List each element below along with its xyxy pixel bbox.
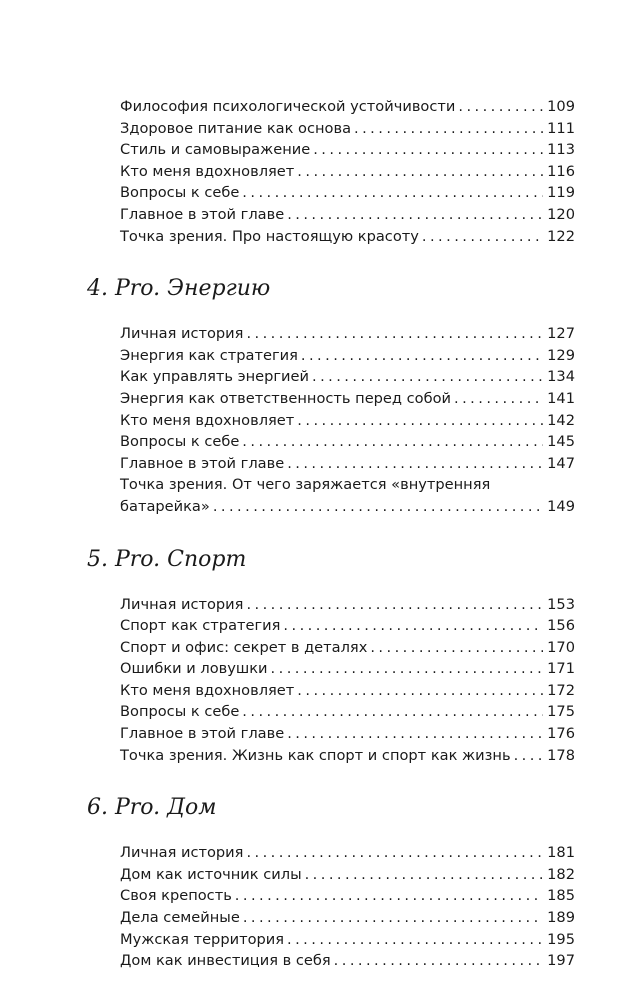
toc-entry-title: Вопросы к себе xyxy=(120,433,240,451)
toc-entry-line2 xyxy=(120,496,575,518)
leader-dots xyxy=(514,745,544,767)
toc-entry-page: 111 xyxy=(547,119,575,137)
toc-entry-title: Здоровое питание как основа xyxy=(120,119,352,137)
toc-entry-title: Мужская территория xyxy=(120,930,285,948)
toc-entry-title: Дом как инвестиция в себя xyxy=(120,952,331,970)
toc-entry[interactable] xyxy=(120,929,575,951)
toc-entry[interactable] xyxy=(120,474,575,517)
toc-section-chapter-5 xyxy=(120,594,575,767)
leader-dots xyxy=(235,885,543,907)
toc-entry-page: 189 xyxy=(547,909,575,927)
toc-entry[interactable] xyxy=(120,431,575,453)
leader-dots xyxy=(312,366,543,388)
leader-dots xyxy=(213,496,543,518)
toc-entry[interactable] xyxy=(120,323,575,345)
toc-entry-title: Точка зрения. Жизнь как спорт и спорт как жизнь xyxy=(120,746,511,764)
toc-entry-title: Дела семейные xyxy=(120,909,240,927)
toc-entry-title: Кто меня вдохновляет xyxy=(120,681,295,699)
toc-entry-title: Дом как источник силы xyxy=(120,865,302,883)
toc-entry-title: Энергия как ответственность перед собой xyxy=(120,389,452,407)
chapter-heading[interactable]: 4. Pro. Энергию xyxy=(87,276,271,302)
toc-entry-title: Ошибки и ловушки xyxy=(120,660,268,678)
chapter-heading[interactable]: 6. Pro. Дом xyxy=(87,795,217,821)
leader-dots xyxy=(301,345,543,367)
leader-dots xyxy=(246,323,543,345)
toc-entry-title-line2: батарейка» xyxy=(120,497,210,515)
toc-entry-page: 175 xyxy=(547,703,575,721)
toc-entry-page: 172 xyxy=(547,681,575,699)
toc-entry[interactable] xyxy=(120,950,575,972)
toc-entry[interactable] xyxy=(120,226,575,248)
toc-entry-page: 156 xyxy=(547,617,575,635)
toc-section-previous xyxy=(120,96,575,247)
toc-entry[interactable] xyxy=(120,161,575,183)
toc-entry-title-line1: Точка зрения. От чего заряжается «внутренняя xyxy=(120,476,491,494)
chapter-heading[interactable]: 5. Pro. Спорт xyxy=(87,546,247,572)
toc-entry-title: Спорт и офис: секрет в деталях xyxy=(120,638,368,656)
toc-entry-page: 176 xyxy=(547,725,575,743)
leader-dots xyxy=(287,204,543,226)
leader-dots xyxy=(370,637,543,659)
toc-entry[interactable] xyxy=(120,842,575,864)
toc-entry-page: 116 xyxy=(547,162,575,180)
toc-entry[interactable] xyxy=(120,594,575,616)
leader-dots xyxy=(287,453,543,475)
toc-entry[interactable] xyxy=(120,410,575,432)
toc-entry[interactable] xyxy=(120,182,575,204)
toc-entry-page: 153 xyxy=(547,595,575,613)
leader-dots xyxy=(242,182,543,204)
leader-dots xyxy=(246,594,543,616)
toc-entry-page: 170 xyxy=(547,638,575,656)
leader-dots xyxy=(246,842,543,864)
toc-entry[interactable] xyxy=(120,204,575,226)
toc-entry[interactable] xyxy=(120,701,575,723)
toc-entry-title: Стиль и самовыражение xyxy=(120,141,311,159)
toc-entry[interactable] xyxy=(120,723,575,745)
toc-entry-title: Личная история xyxy=(120,595,244,613)
toc-entry-page: 181 xyxy=(547,844,575,862)
toc-entry-page: 197 xyxy=(547,952,575,970)
leader-dots xyxy=(297,161,543,183)
toc-entry-page: 185 xyxy=(547,887,575,905)
toc-entry-page: 182 xyxy=(547,865,575,883)
leader-dots xyxy=(454,388,543,410)
toc-entry[interactable] xyxy=(120,658,575,680)
toc-entry-page: 149 xyxy=(547,497,575,515)
toc-entry-page: 119 xyxy=(547,184,575,202)
toc-entry[interactable] xyxy=(120,345,575,367)
leader-dots xyxy=(243,907,543,929)
toc-entry-title: Точка зрения. Про настоящую красоту xyxy=(120,227,419,245)
toc-entry-page: 113 xyxy=(547,141,575,159)
toc-entry[interactable] xyxy=(120,885,575,907)
toc-entry-title: Кто меня вдохновляет xyxy=(120,411,295,429)
toc-entry-title: Вопросы к себе xyxy=(120,184,240,202)
toc-entry-page: 147 xyxy=(547,454,575,472)
toc-entry-title: Личная история xyxy=(120,325,244,343)
toc-entry-title: Главное в этой главе xyxy=(120,454,285,472)
toc-section-chapter-6 xyxy=(120,842,575,972)
toc-entry[interactable] xyxy=(120,637,575,659)
toc-entry-title: Кто меня вдохновляет xyxy=(120,162,295,180)
leader-dots xyxy=(305,864,544,886)
leader-dots xyxy=(283,615,543,637)
toc-entry[interactable] xyxy=(120,96,575,118)
toc-entry-page: 120 xyxy=(547,205,575,223)
toc-entry-page: 127 xyxy=(547,325,575,343)
toc-entry-page: 178 xyxy=(547,746,575,764)
leader-dots xyxy=(287,929,543,951)
toc-entry-page: 122 xyxy=(547,227,575,245)
toc-entry[interactable] xyxy=(120,388,575,410)
toc-entry-page: 129 xyxy=(547,346,575,364)
toc-entry-page: 145 xyxy=(547,433,575,451)
toc-entry-title: Вопросы к себе xyxy=(120,703,240,721)
toc-entry[interactable] xyxy=(120,615,575,637)
toc-entry-title: Личная история xyxy=(120,844,244,862)
leader-dots xyxy=(354,118,543,140)
toc-entry-title: Философия психологической устойчивости xyxy=(120,98,456,115)
leader-dots xyxy=(242,431,543,453)
toc-entry-title: Как управлять энергией xyxy=(120,368,309,386)
leader-dots xyxy=(297,680,543,702)
toc-entry-page: 141 xyxy=(547,389,575,407)
toc-entry-page: 195 xyxy=(547,930,575,948)
leader-dots xyxy=(334,950,543,972)
leader-dots xyxy=(242,701,543,723)
toc-entry-page: 142 xyxy=(547,411,575,429)
toc-entry-page: 171 xyxy=(547,660,575,678)
leader-dots xyxy=(287,723,543,745)
toc-entry-title: Спорт как стратегия xyxy=(120,617,281,635)
toc-section-chapter-4 xyxy=(120,323,575,517)
toc-entry[interactable] xyxy=(120,680,575,702)
toc-entry[interactable] xyxy=(120,864,575,886)
leader-dots xyxy=(313,139,543,161)
toc-entry-title: Энергия как стратегия xyxy=(120,346,298,364)
toc-entry-title: Главное в этой главе xyxy=(120,205,285,223)
leader-dots xyxy=(271,658,544,680)
leader-dots xyxy=(458,96,543,118)
table-of-contents xyxy=(87,96,575,972)
toc-entry[interactable] xyxy=(120,745,575,767)
leader-dots xyxy=(422,226,543,248)
toc-entry-title: Главное в этой главе xyxy=(120,725,285,743)
leader-dots xyxy=(297,410,543,432)
toc-entry[interactable] xyxy=(120,453,575,475)
toc-entry[interactable] xyxy=(120,118,575,140)
toc-entry[interactable] xyxy=(120,907,575,929)
toc-entry-title: Своя крепость xyxy=(120,887,232,905)
toc-entry-page: 109 xyxy=(547,98,575,115)
toc-entry[interactable] xyxy=(120,366,575,388)
toc-entry[interactable] xyxy=(120,139,575,161)
toc-entry-page: 134 xyxy=(547,368,575,386)
